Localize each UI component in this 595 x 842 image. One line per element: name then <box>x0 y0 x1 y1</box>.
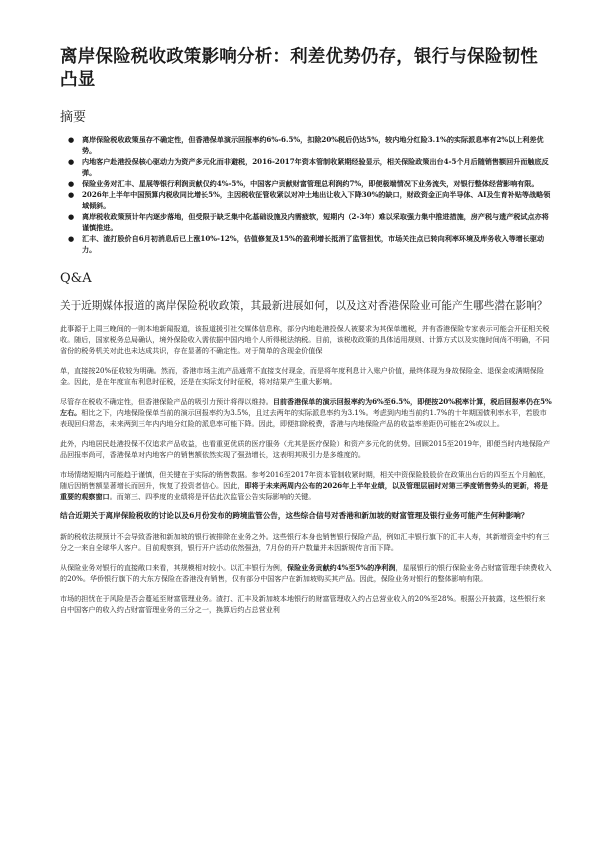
summary-list <box>60 134 552 255</box>
text-run: 此事源于上周三晚间的一则本地新闻报道，该报道援引社交媒体信息称，部分内地赴港投保人被要求为其保单缴税，并有香港保险专家表示可能会开征相关税收。随后，国家税务总局确认，境外保险收入需依据中国内地个人所得税法纳税。目前，该税收政策的具体适用规则、计算方式以及实施时间尚不明确，不同省份的税务机关对此也未达成共识，存在显著的不确定性。对于简单的含现金价值保 <box>60 324 550 355</box>
text-run: ，星展银行的银行保险业务占财富管理手续费收入的20%。华侨银行旗下的大东方保险在香港没有销售，仅有部分中国客户在新加坡购买其产品。因此，保险业务对银行的整体影响有限。 <box>60 563 552 583</box>
text-run: 新的税收法规预计不会导致香港和新加坡的银行被排除在业务之外。这些银行本身也销售银行保险产品，例如汇丰银行旗下的汇丰人寿，其新增资金中约有三分之一来自全球华人客户。目前观察到，银行开户活动依然强劲，7月份的开户数量并未因新规传言而下降。 <box>60 532 550 552</box>
summary-heading: 摘要 <box>60 110 87 125</box>
bullet-dot-icon: ● <box>68 179 75 188</box>
answer-paragraph <box>60 531 552 553</box>
summary-bullet-text: 汇丰、渣打股价自6月初消息后已上涨10%-12%，估值修复及15%的盈利增长抵消了监管担忧，市场关注点已转向利率环境及库务收入等增长驱动力。 <box>82 234 545 254</box>
bold-text-run: 保险业务贡献约4%至5%的净利润 <box>287 563 396 572</box>
bold-text-run: 目前香港保单的演示回报率约为6%至6.5%，即便按20%税率计算，税后回报率仍在5%左右。 <box>60 397 552 417</box>
summary-bullet <box>68 134 552 156</box>
text-run: 从保险业务对银行的直接敞口来看，其规模相对较小。以汇丰银行为例， <box>60 563 287 572</box>
bullet-dot-icon: ● <box>68 157 75 166</box>
question-2 <box>60 510 552 522</box>
summary-bullet-text: 离岸保险税收政策虽存不确定性，但香港保单演示回报率约6%-6.5%，扣除20%税后仍达5%，较内地分红险3.1%的实际派息率有2%以上利差优势。 <box>82 135 544 155</box>
answer-paragraph <box>60 562 552 584</box>
bullet-dot-icon: ● <box>68 135 75 144</box>
summary-bullet-text: 2026年上半年中国预算内税收同比增长5%，主因税收征管收紧以对冲土地出让收入下降30%的缺口，财政资金正向半导体、AI及生育补贴等战略领域倾斜。 <box>82 190 551 210</box>
bullet-dot-icon: ● <box>68 190 75 199</box>
answer-paragraph <box>60 438 552 460</box>
text-run: 市场的担忧在于风险是否会蔓延至财富管理业务。渣打、汇丰及新加坡本地银行的财富管理收入约占总营业收入的20%至28%。根据公开披露，这些银行来自中国客户的收入约占财富管理业务的三分之一，换算后约占总营业利 <box>60 594 546 614</box>
summary-bullet <box>68 211 552 233</box>
document-title: 离岸保险税收政策影响分析：利差优势仍存，银行与保险韧性凸显 <box>60 47 538 90</box>
summary-bullet <box>68 178 552 189</box>
text-run: 尽管存在税收不确定性，但香港保险产品的吸引力预计将得以维持。 <box>60 397 273 406</box>
question-2-text: 结合近期关于离岸保险税收的讨论以及6月份发布的跨境监管公告，这些综合信号对香港和新加坡的财富管理及银行业务可能产生何种影响？ <box>60 511 529 520</box>
summary-bullet <box>68 156 552 178</box>
bullet-dot-icon: ● <box>68 212 75 221</box>
question-1: 关于近期媒体报道的离岸保险税收政策，其最新进展如何，以及这对香港保险业可能产生哪些潜在影响？ <box>60 300 548 312</box>
summary-bullet <box>68 233 552 255</box>
bullet-dot-icon: ● <box>68 234 75 243</box>
qa-heading: Q&A <box>60 271 92 286</box>
answer-1 <box>60 323 552 502</box>
summary-bullet-text: 保险业务对汇丰、星展等银行利润贡献仅约4%-5%，中国客户贡献财富管理总利润约7%，即便极端情况下业务流失，对银行整体经营影响有限。 <box>82 179 539 188</box>
text-run: 市场情绪短期内可能趋于谨慎，但关键在于实际的销售数据。参考2016至2017年资本管制收紧时期，相关中资保险股股价在政策出台后的四至五个月触底，随后因销售额显著增长而回升，恢复了投资者信心。因此， <box>60 470 551 490</box>
text-run: 。而第三、四季度的业绩将是评估此次监管公告实际影响的关键。 <box>109 492 316 501</box>
answer-2 <box>60 531 552 615</box>
bold-text-run: 即将于未来两周内公布的2026年上半年业绩，以及管理层届时对第三季度销售势头的更新，将是重要的观察窗口 <box>60 481 548 501</box>
answer-paragraph <box>60 323 552 356</box>
summary-bullet <box>68 189 552 211</box>
summary-bullet-text: 离岸税收政策预计年内逐步落地，但受限于缺乏集中化基础设施及内需疲软，短期内（2-3年）难以采取强力集中推进措施，房产税与遗产税试点亦将谨慎推进。 <box>82 212 549 232</box>
answer-paragraph <box>60 396 552 429</box>
text-run: 单，直接按20%征收较为明确。然而，香港市场主流产品通常不直接支付现金，而是将年度利息计入账户价值，最终体现为身故保险金、退保金或满期保险金。因此，是在年度宣布利息时征税，还是在实际支付时征税，将对结果产生重大影响。 <box>60 366 544 386</box>
answer-paragraph <box>60 593 552 615</box>
answer-paragraph <box>60 365 552 387</box>
text-run: 此外，内地居民赴港投保不仅追求产品收益，也看重更优质的医疗服务（尤其是医疗保险）和资产多元化的优势。回顾2015至2019年，即便当时内地保险产品回报率尚可，香港保单对内地客户的销售额依然实现了强劲增长，这表明其吸引力是多维度的。 <box>60 439 551 459</box>
summary-bullet-text: 内地客户赴港投保核心驱动力为资产多元化而非避税，2016-2017年资本管制收紧期经验显示，相关保险政策出台4-5个月后随销售额回升而触底反弹。 <box>82 157 549 177</box>
answer-paragraph <box>60 469 552 502</box>
text-run: 相比之下，内地保险保单当前的演示回报率约为3.5%，且过去两年的实际派息率约为3.1%。考虑到内地当前约1.7%的十年期国债利率水平，若股市表现回归常态，未来两到三年内内地分红险的派息率可能下降。因此，即便扣除税费，香港与内地保险产品的收益率差距仍可能在2%或以上。 <box>60 408 547 428</box>
